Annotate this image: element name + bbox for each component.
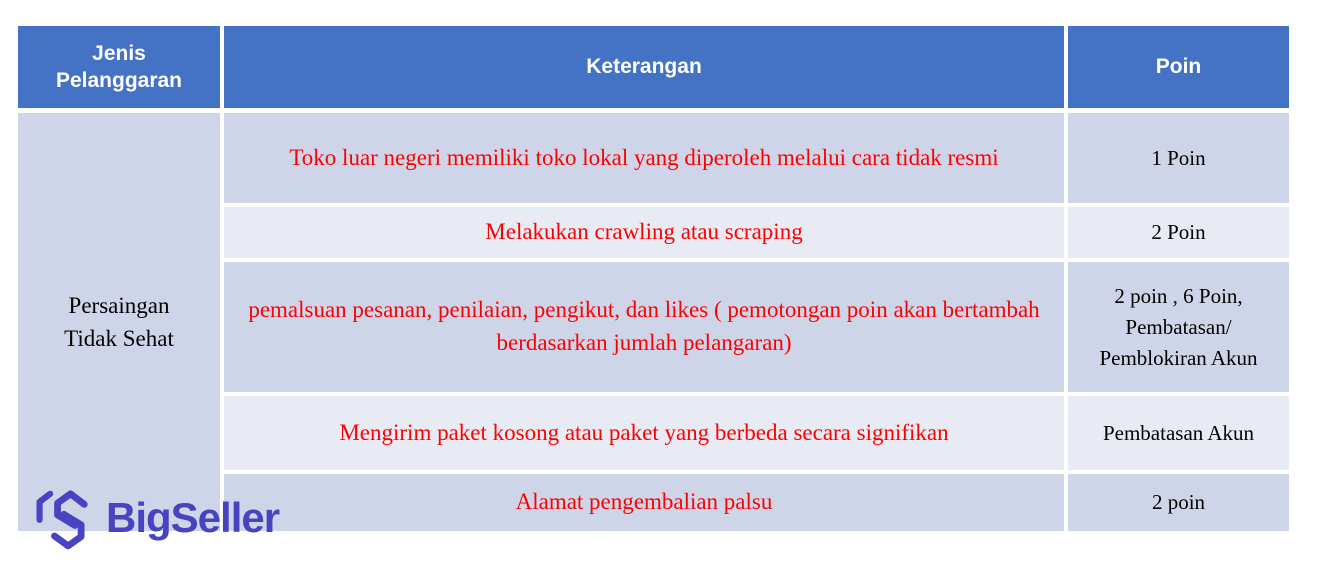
bigseller-logo — [34, 482, 279, 554]
poin-row-4: Pembatasan Akun — [1068, 396, 1289, 470]
poin-row-2: 2 Poin — [1068, 207, 1289, 258]
header-jenis-pelanggaran: Jenis Pelanggaran — [18, 26, 220, 108]
bigseller-logo-wordmark: BigSeller — [106, 494, 280, 541]
header-keterangan: Keterangan — [224, 26, 1064, 108]
keterangan-row-2: Melakukan crawling atau scraping — [224, 207, 1064, 258]
keterangan-row-3: pemalsuan pesanan, penilaian, pengikut, dan likes ( pemotongan poin akan bertambah berdasarkan jumlah pelangaran) — [224, 262, 1064, 392]
poin-row-1: 1 Poin — [1068, 113, 1289, 203]
violations-table — [18, 26, 1289, 531]
keterangan-row-4: Mengirim paket kosong atau paket yang berbeda secara signifikan — [224, 396, 1064, 470]
header-poin: Poin — [1068, 26, 1289, 108]
keterangan-row-1: Toko luar negeri memiliki toko lokal yang diperoleh melalui cara tidak resmi — [224, 113, 1064, 203]
poin-row-3: 2 poin , 6 Poin, Pembatasan/ Pemblokiran Akun — [1068, 262, 1289, 392]
poin-row-5: 2 poin — [1068, 474, 1289, 531]
keterangan-row-5: Alamat pengembalian palsu — [224, 474, 1064, 531]
category-cell: Persaingan Tidak Sehat — [18, 113, 220, 531]
bigseller-logo-icon — [34, 482, 96, 554]
